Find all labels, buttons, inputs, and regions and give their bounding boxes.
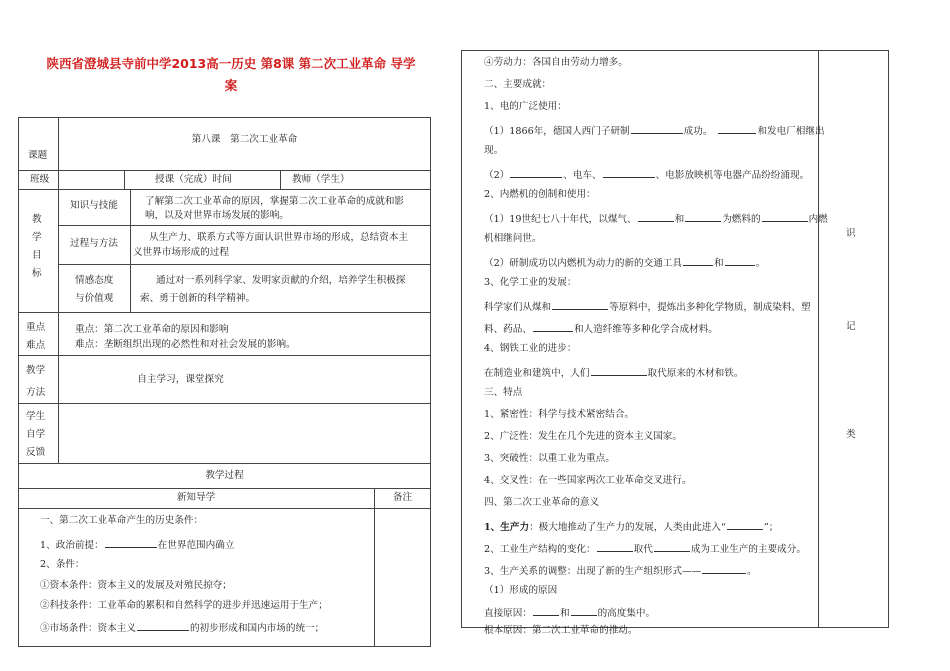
left-line-6: ③市场条件：资本主义 的初步形成和国内市场的统一；	[40, 620, 324, 635]
left-line-1: 一、第二次工业革命产生的历史条件：	[40, 515, 204, 526]
right-line-4: （1）1866年，德国人西门子研制 成功。 和发电厂相继出	[484, 123, 825, 138]
note-char-2: 记	[846, 321, 856, 332]
topic-value: 第八课 第二次工业革命	[191, 134, 298, 145]
answer-blank[interactable]	[727, 519, 763, 530]
answer-blank[interactable]	[603, 167, 655, 178]
key-points-text: 重点：第二次工业革命的原因和影响 难点：垄断组织出现的必然性和对社会发展的影响。	[75, 324, 296, 350]
answer-blank[interactable]	[137, 620, 189, 631]
note-char-3: 类	[846, 429, 856, 440]
process-header: 教学过程	[205, 470, 244, 481]
left-line-2: 1、政治前提： 在世界范围内确立	[40, 537, 234, 552]
right-line-5: 现。	[484, 145, 504, 156]
answer-blank[interactable]	[571, 605, 597, 616]
goal-attitude-text: 通过对一系列科学家、发明家贡献的介绍，培养学生积极探 索、勇于创新的科学精神。	[140, 275, 406, 304]
right-line-7: 2、内燃机的创制和使用：	[484, 189, 596, 200]
right-line-10: （2）研制成功以内燃机为动力的新的交通工具 和 。	[484, 255, 765, 270]
answer-blank[interactable]	[702, 563, 746, 574]
answer-blank[interactable]	[533, 605, 559, 616]
note-char-1: 识	[846, 228, 856, 239]
answer-blank[interactable]	[552, 299, 608, 310]
topic-label: 课题	[28, 150, 48, 161]
right-line-9: 机相继问世。	[484, 233, 542, 244]
right-line-26: 直接原因： 和 的高度集中。	[484, 605, 655, 620]
right-line-16: 三、特点	[484, 387, 523, 398]
goal-knowledge-text: 了解第二次工业革命的原因，掌握第二次工业革命的成就和影 响，以及对世界市场发展的影响。	[145, 196, 405, 221]
right-line-23: 2、工业生产结构的变化： 取代 成为工业生产的主要成分。	[484, 541, 806, 556]
right-line-27: 根本原因：第二次工业革命的推动。	[484, 625, 638, 636]
right-line-22: 1、生产力：极大地推动了生产力的发展，人类由此进入“ ”；	[484, 519, 778, 534]
right-line-6: （2） 、电车、 、电影放映机等电器产品纷纷涌现。	[484, 167, 809, 182]
goal-process-text: 从生产力、联系方式等方面认识世界市场的形成，总结资本主 义世界市场形成的过程	[133, 232, 409, 258]
goals-label: 教 学 目 标	[32, 214, 42, 279]
title-line-2: 案	[224, 78, 238, 93]
right-line-12: 科学家们从煤和 等原料中，提炼出多种化学物质，制成染料、塑	[484, 299, 811, 314]
title-line-1: 陕西省澄城县寺前中学2013高一历史 第8课 第二次工业革命 导学	[46, 56, 416, 71]
right-line-2: 二、主要成就：	[484, 79, 552, 90]
new-guide-header: 新知导学	[176, 492, 216, 503]
answer-blank[interactable]	[597, 541, 633, 552]
method-text: 自主学习，课堂探究	[137, 374, 224, 385]
answer-blank[interactable]	[533, 321, 573, 332]
right-line-24: 3、生产关系的调整：出现了新的生产组织形式—— 。	[484, 563, 757, 578]
goal-attitude-label: 情感态度 与价值观	[75, 275, 114, 304]
answer-blank[interactable]	[685, 211, 721, 222]
answer-blank[interactable]	[683, 255, 713, 266]
right-line-18: 2、广泛性：发生在几个先进的资本主义国家。	[484, 431, 682, 442]
left-line-3: 2、条件：	[40, 559, 85, 570]
right-line-11: 3、化学工业的发展：	[484, 277, 577, 288]
document-title	[25, 53, 437, 97]
right-line-1: ④劳动力：各国自由劳动力增多。	[484, 57, 628, 68]
answer-blank[interactable]	[510, 167, 562, 178]
answer-blank[interactable]	[762, 211, 808, 222]
left-line-4: ①资本条件：资本主义的发展及对殖民掠夺；	[40, 580, 232, 591]
right-line-21: 四、第二次工业革命的意义	[484, 497, 600, 508]
right-line-19: 3、突破性：以重工业为重点。	[484, 453, 615, 464]
lesson-time-label: 授课（完成）时间	[155, 174, 232, 185]
right-line-25: （1）形成的原因	[484, 585, 558, 596]
right-line-8: （1）19世纪七八十年代，以煤气、 和 为燃料的 内燃	[484, 211, 828, 226]
teacher-label: 教师（学生）	[292, 174, 350, 185]
method-label: 教学 方法	[26, 365, 46, 398]
notes-header: 备注	[392, 492, 413, 503]
feedback-label: 学生 自学 反馈	[26, 411, 46, 458]
right-line-17: 1、紧密性：科学与技术紧密结合。	[484, 409, 635, 420]
left-line-5: ②科技条件：工业革命的累积和自然科学的进步并迅速运用于生产；	[40, 600, 328, 611]
right-line-13: 料、药品、 和人造纤维等多种化学合成材料。	[484, 321, 718, 336]
answer-blank[interactable]	[725, 255, 755, 266]
right-line-14: 4、钢铁工业的进步：	[484, 343, 577, 354]
answer-blank[interactable]	[718, 123, 756, 134]
key-points-label: 重点 难点	[26, 322, 46, 351]
right-line-15: 在制造业和建筑中，人们 取代原来的木材和铁。	[484, 365, 743, 380]
right-line-3: 1、电的广泛使用：	[484, 101, 567, 112]
answer-blank[interactable]	[631, 123, 683, 134]
goal-process-label: 过程与方法	[70, 238, 118, 249]
answer-blank[interactable]	[105, 537, 157, 548]
answer-blank[interactable]	[638, 211, 674, 222]
answer-blank[interactable]	[654, 541, 690, 552]
class-label: 班级	[30, 174, 50, 185]
goal-knowledge-label: 知识与技能	[70, 200, 118, 211]
answer-blank[interactable]	[591, 365, 647, 376]
right-line-20: 4、交叉性：在一些国家两次工业革命交叉进行。	[484, 475, 692, 486]
